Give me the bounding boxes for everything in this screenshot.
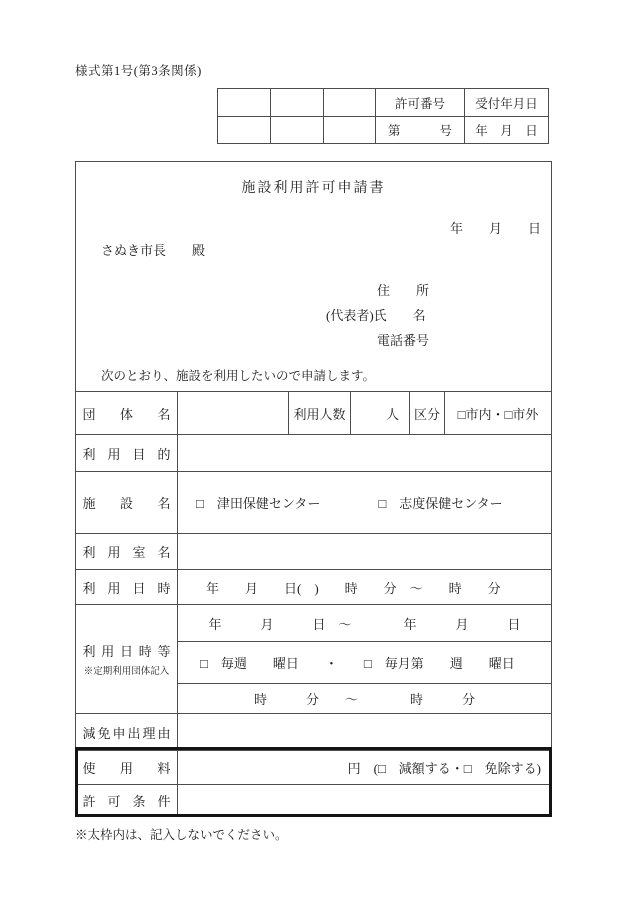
people-count-input-cell[interactable]: [350, 391, 409, 434]
stamp-cell: [218, 89, 270, 116]
purpose-input-cell[interactable]: [177, 434, 551, 471]
group-name-label: 団体名: [76, 391, 177, 434]
facility-options-cell: [177, 471, 551, 533]
schedule-period-input-cell[interactable]: 年 月 日 ～ 年 月 日: [177, 604, 551, 641]
form-code: 様式第1号(第3条関係): [75, 64, 202, 78]
form-title: 施設利用許可申請書: [241, 181, 386, 196]
facility-checkbox-tsuda[interactable]: □ 津田保健センター: [196, 496, 321, 511]
receipt-date-header: 受付年月日: [464, 89, 548, 116]
application-table: [76, 391, 551, 816]
reduction-reason-label: 減免申出理由: [76, 713, 177, 750]
people-unit: 人: [385, 406, 399, 422]
facility-checkbox-shido[interactable]: □ 志度保健センター: [378, 496, 503, 511]
receipt-date-value-cell: 年 月 日: [464, 116, 548, 143]
schedule-weekly-checkbox-cell[interactable]: □ 毎週 曜日 ・ □ 毎月第 週 曜日: [177, 641, 551, 683]
room-name-label: 利用室名: [76, 533, 177, 569]
intro-sentence: 次のとおり、施設を利用したいので申請します。: [101, 369, 376, 383]
use-datetime-input-cell[interactable]: 年 月 日( ) 時 分 ～ 時 分: [177, 569, 551, 604]
address-label: 住 所: [377, 283, 430, 298]
stamp-cell: [323, 89, 375, 116]
reduction-reason-input-cell[interactable]: [177, 713, 551, 750]
fee-label: 使用料: [76, 750, 177, 784]
purpose-label: 利用目的: [76, 434, 177, 471]
permit-number-header: 許可番号: [375, 89, 464, 116]
permit-number-value-cell: [375, 116, 464, 143]
thick-border-footnote: ※太枠内は、記入しないでください。: [75, 828, 288, 842]
permit-conditions-cell: [177, 784, 551, 816]
stamp-cell: [323, 116, 375, 143]
receipt-stamp-table: [217, 88, 549, 144]
permit-number-prefix: 第: [388, 124, 401, 138]
phone-label: 電話番号: [377, 333, 430, 348]
fee-value-cell[interactable]: 円 (□ 減額する・□ 免除する): [177, 750, 551, 784]
permit-number-suffix: 号: [439, 124, 452, 138]
permit-conditions-label: 許可条件: [76, 784, 177, 816]
representative-name-label: (代表者)氏 名: [326, 308, 426, 323]
application-form-box: [75, 161, 552, 817]
stamp-cell: [218, 116, 270, 143]
category-label: 区分: [409, 391, 444, 434]
application-date-line: 年 月 日: [449, 221, 541, 236]
group-name-input-cell[interactable]: [177, 391, 288, 434]
schedule-time-input-cell[interactable]: 時 分 ～ 時 分: [177, 683, 551, 713]
stamp-cell: [270, 89, 323, 116]
application-header: [76, 162, 551, 391]
people-count-label: 利用人数: [288, 391, 350, 434]
category-checkbox-options[interactable]: □市内・□市外: [444, 391, 551, 434]
use-datetime-label: 利用日時: [76, 569, 177, 604]
stamp-cell: [270, 116, 323, 143]
facility-label: 施設名: [76, 471, 177, 533]
room-name-input-cell[interactable]: [177, 533, 551, 569]
schedule-note: ※定期利用団体記入: [83, 667, 170, 677]
schedule-label: 利用日時等 ※定期利用団体記入: [76, 604, 177, 713]
applicant-contact-block: [326, 278, 429, 353]
addressee-line: さぬき市長 殿: [101, 243, 206, 258]
